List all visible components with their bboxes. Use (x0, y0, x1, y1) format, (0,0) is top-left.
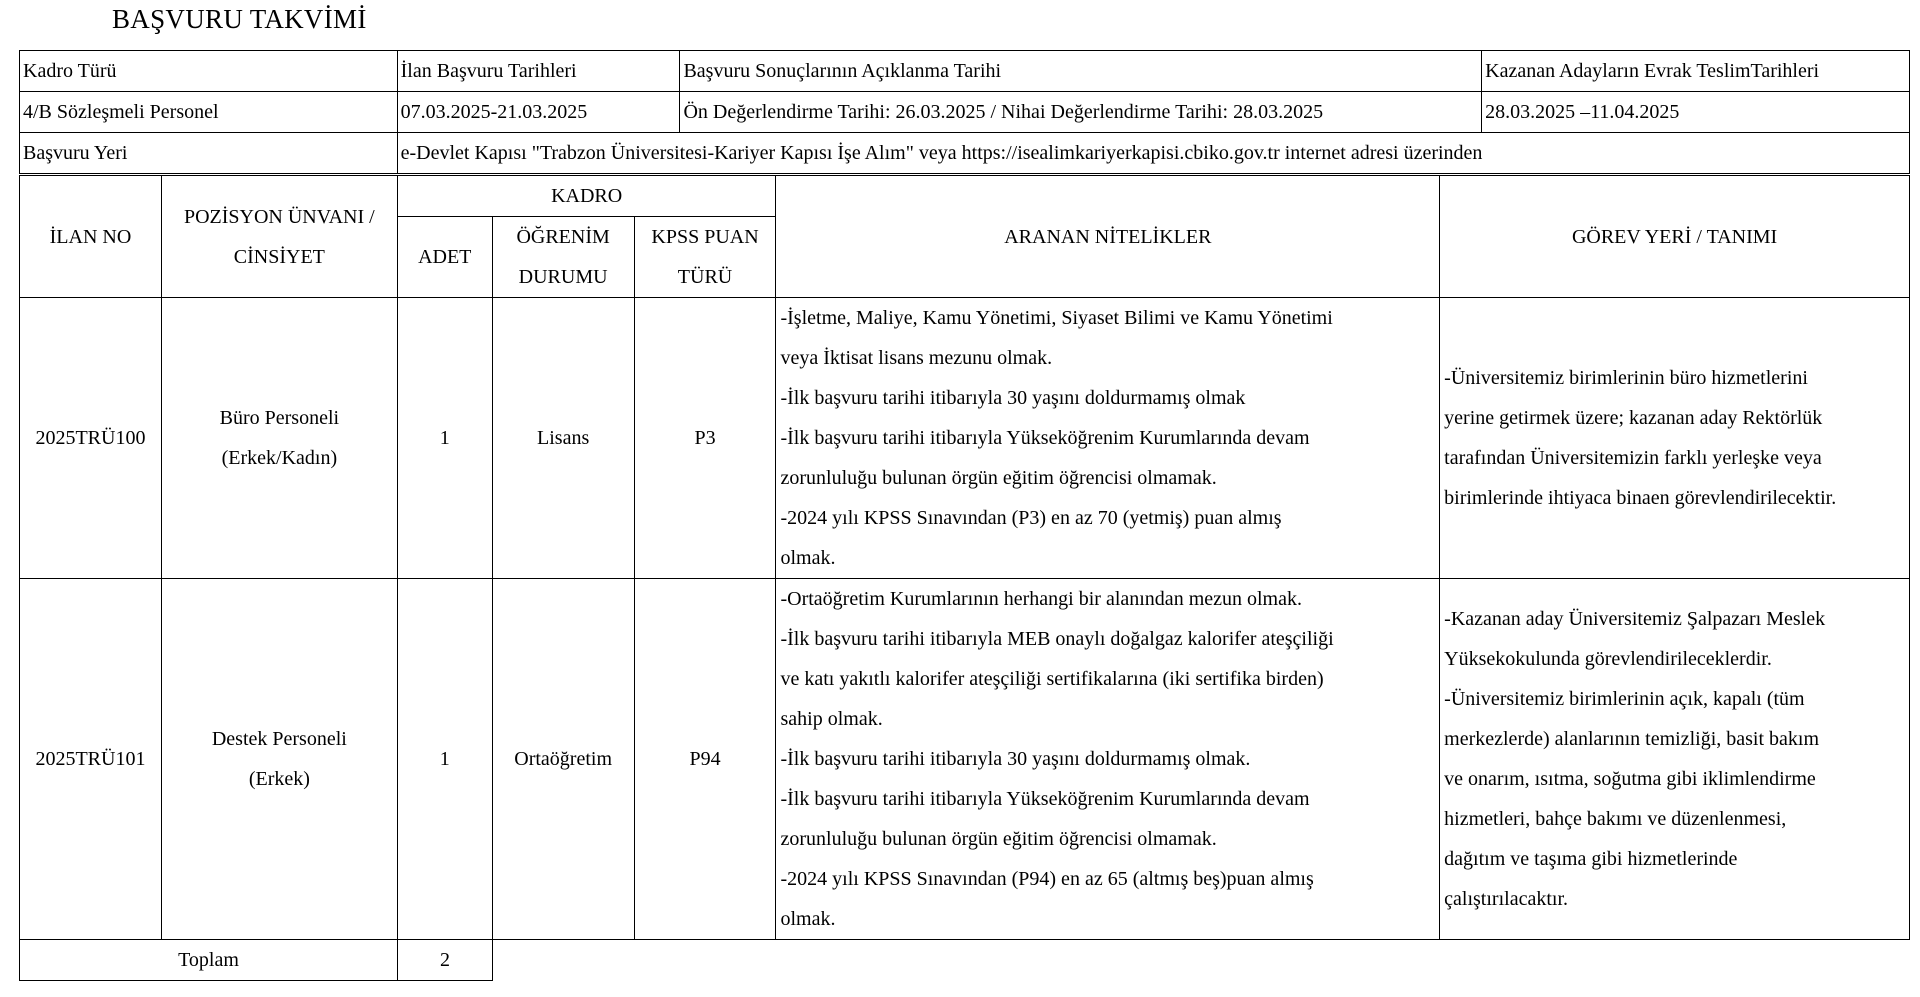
nitelik-line: zorunluluğu bulunan örgün eğitim öğrencisi olmamak. (780, 828, 1217, 850)
ogrenim-cell: Lisans (492, 298, 634, 579)
gorev-cell (1440, 298, 1910, 579)
gorev-line: birimlerinde ihtiyaca binaen görevlendirilecektir. (1444, 487, 1837, 509)
adet-header: ADET (397, 217, 492, 298)
table-row (20, 298, 1910, 579)
pozisyon-cell (161, 298, 397, 579)
basvuru-yeri-row (20, 133, 1910, 174)
ogrenim-header (492, 217, 634, 298)
gorev-line: çalıştırılacaktır. (1444, 888, 1568, 910)
gorev-line: hizmetleri, bahçe bakımı ve düzenlenmesi, (1444, 808, 1787, 830)
pozisyon-header (161, 176, 397, 298)
gorev-line: -Üniversitemiz birimlerinin büro hizmetlerini (1444, 367, 1808, 389)
total-label: Toplam (20, 940, 398, 981)
nitelik-line: -2024 yılı KPSS Sınavından (P3) en az 70 (yetmiş) puan almış (780, 507, 1282, 529)
schedule-table (19, 50, 1910, 174)
pozisyon-gender: (Erkek/Kadın) (221, 447, 338, 469)
sonuc-tarihi-header: Başvuru Sonuçlarının Açıklanma Tarihi (680, 51, 1482, 92)
nitelik-line: -İlk başvuru tarihi itibarıyla Yükseköğrenim Kurumlarında devam (780, 427, 1310, 449)
nitelik-line: -İlk başvuru tarihi itibarıyla 30 yaşını doldurmamış olmak (780, 387, 1246, 409)
ilan-no-cell: 2025TRÜ101 (20, 579, 162, 940)
positions-table (19, 175, 1910, 940)
schedule-value-row (20, 92, 1910, 133)
kadro-turu-value: 4/B Sözleşmeli Personel (20, 92, 398, 133)
ogrenim-cell: Ortaöğretim (492, 579, 634, 940)
nitelik-line: veya İktisat lisans mezunu olmak. (780, 347, 1053, 369)
page-title: BAŞVURU TAKVİMİ (112, 4, 367, 34)
kpss-header (634, 217, 776, 298)
gorev-line: Yüksekokulunda görevlendirileceklerdir. (1444, 648, 1772, 670)
header-row-1 (20, 176, 1910, 217)
nitelikler-header: ARANAN NİTELİKLER (776, 176, 1440, 298)
ogrenim-header-line1: ÖĞRENİM (516, 226, 610, 248)
nitelik-line: -2024 yılı KPSS Sınavından (P94) en az 65 (altmış beş)puan almış (780, 868, 1314, 890)
gorev-line: dağıtım ve taşıma gibi hizmetlerinde (1444, 848, 1738, 870)
ilan-no-cell: 2025TRÜ100 (20, 298, 162, 579)
ilan-no-header: İLAN NO (20, 176, 162, 298)
kpss-cell: P94 (634, 579, 776, 940)
pozisyon-header-line2: CİNSİYET (233, 245, 325, 268)
gorev-line: ve onarım, ısıtma, soğutma gibi iklimlendirme (1444, 768, 1816, 790)
gorev-line: merkezlerde) alanlarının temizliği, basit bakım (1444, 728, 1820, 750)
ilan-tarihleri-value: 07.03.2025-21.03.2025 (397, 92, 680, 133)
kpss-header-line1: KPSS PUAN (651, 226, 759, 248)
gorev-line: yerine getirmek üzere; kazanan aday Rektörlük (1444, 407, 1823, 429)
nitelikler-cell (776, 579, 1440, 940)
basvuru-yeri-label: Başvuru Yeri (20, 133, 398, 174)
evrak-teslim-value: 28.03.2025 –11.04.2025 (1482, 92, 1910, 133)
gorev-line: -Kazanan aday Üniversitemiz Şalpazarı Meslek (1444, 608, 1826, 630)
total-row (20, 940, 493, 981)
pozisyon-title: Destek Personeli (211, 728, 347, 750)
gorev-cell (1440, 579, 1910, 940)
gorev-line: -Üniversitemiz birimlerinin açık, kapalı (tüm (1444, 688, 1805, 710)
nitelik-line: -İlk başvuru tarihi itibarıyla 30 yaşını doldurmamış olmak. (780, 748, 1251, 770)
nitelik-line: -İşletme, Maliye, Kamu Yönetimi, Siyaset Bilimi ve Kamu Yönetimi (780, 307, 1333, 329)
total-value: 2 (398, 940, 493, 981)
ogrenim-header-line2: DURUMU (518, 266, 608, 288)
kpss-header-line2: TÜRÜ (677, 266, 733, 288)
gorev-line: tarafından Üniversitemizin farklı yerleşke veya (1444, 447, 1822, 469)
adet-cell: 1 (397, 298, 492, 579)
nitelikler-cell (776, 298, 1440, 579)
nitelik-line: olmak. (780, 908, 836, 930)
nitelik-line: -İlk başvuru tarihi itibarıyla Yükseköğrenim Kurumlarında devam (780, 788, 1310, 810)
adet-cell: 1 (397, 579, 492, 940)
pozisyon-header-line1: POZİSYON ÜNVANI / (183, 205, 375, 228)
ilan-tarihleri-header: İlan Başvuru Tarihleri (397, 51, 680, 92)
basvuru-yeri-value: e-Devlet Kapısı "Trabzon Üniversitesi-Kariyer Kapısı İşe Alım" veya https://isealimkariyerkapisi.cbiko.gov.tr internet adresi üzerinden (397, 133, 1909, 174)
kadro-header: KADRO (397, 176, 776, 217)
schedule-header-row (20, 51, 1910, 92)
gorev-header: GÖREV YERİ / TANIMI (1440, 176, 1910, 298)
kpss-cell: P3 (634, 298, 776, 579)
nitelik-line: zorunluluğu bulunan örgün eğitim öğrencisi olmamak. (780, 467, 1217, 489)
evrak-teslim-header: Kazanan Adayların Evrak TeslimTarihleri (1482, 51, 1910, 92)
nitelik-line: -İlk başvuru tarihi itibarıyla MEB onaylı doğalgaz kalorifer ateşçiliği (780, 628, 1334, 650)
pozisyon-gender: (Erkek) (248, 768, 310, 790)
nitelik-line: -Ortaöğretim Kurumlarının herhangi bir alanından mezun olmak. (780, 588, 1302, 610)
sonuc-tarihi-value: Ön Değerlendirme Tarihi: 26.03.2025 / Nihai Değerlendirme Tarihi: 28.03.2025 (680, 92, 1482, 133)
pozisyon-cell (161, 579, 397, 940)
nitelik-line: ve katı yakıtlı kalorifer ateşçiliği sertifikalarına (iki sertifika birden) (780, 668, 1324, 690)
nitelik-line: olmak. (780, 547, 836, 569)
pozisyon-title: Büro Personeli (219, 407, 340, 429)
total-table (19, 939, 493, 981)
kadro-turu-header: Kadro Türü (20, 51, 398, 92)
nitelik-line: sahip olmak. (780, 708, 883, 730)
table-row (20, 579, 1910, 940)
